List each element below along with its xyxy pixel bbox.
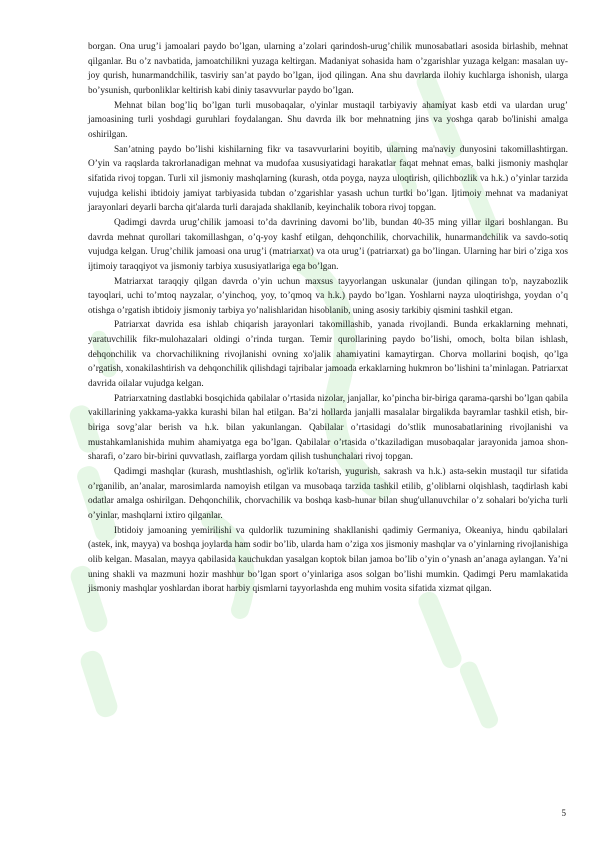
page-number: 5 [561, 808, 566, 818]
paragraph: borgan. Ona urug’i jamoalari paydo bo’lgan, ularning a’zolari qarindosh-urug’chilik munosabatlari asosida birlashib, mehnat qilganlar. Bu o’z navbatida, jamoatchilikni yuzaga keltirgan. Madaniyat sohasida ham o’zgarishlar yuzaga kelgan: masalan uy-joy qurish, hunarmandchilik, tasviriy san’at paydo bo’lgan, ijod qilingan. Ana shu davrlarda ilohiy kuchlarga ishonish, ularga bo’ysunish, qurbonliklar keltirish kabi diniy tasavvurlar paydo bo’lgan. [88, 42, 568, 96]
body-text [88, 40, 568, 597]
paragraph: San’atning paydo bo’lishi kishilarning fikr va tasavvurlarini boyitib, ularning ma'naviy dunyosini takomillashtirgan. O’yin va raqslarda takrorlanadigan mehnat va mudofaa xususiyatidagi harakatlar faqat mehnat emas, balki jismoniy mashqlar sifatida rivoj topgan. Turli xil jismoniy mashqlarning (kurash, otda poyga, nayza uloqtirish, qilichbozlik va h.k.) o’yinlar tarzida vujudga kelishi ibtidoiy jamiyat tarbiyasida tubdan o’zgarishlar yasash uchun turtki bo’lgan. Ijtimoiy mehnat va madaniyat jarayonlari deyarli barcha qit'alarda turli darajada shakllanib, keyinchalik tobora rivoj topgan. [88, 144, 568, 214]
paragraph: Ibtidoiy jamoaning yemirilishi va quldorlik tuzumining shakllanishi qadimiy Germaniya, Okeaniya, hindu qabilalari (astek, ink, mayya) va boshqa joylarda ham sodir bo’lib, ularda ham o’ziga xos jismoniy mashqlar va o’yinlarning rivojlanishiga olib kelgan. Masalan, mayya qabilasida kauchukdan yasalgan koptok bilan jamoa bo’lib o’yin o’ynash an’anaga aylangan. Ya’ni uning shakli va mazmuni hozir mashhur bo’lgan sport o’yinlariga asos solgan bo’lishi mumkin. Qadimgi Peru mamlakatida jismoniy mashqlar yoshlardan iborat harbiy qismlarni tayyorlashda eng muhim vosita sifatida xizmat qilgan. [88, 525, 568, 595]
paragraph: Qadimgi davrda urug’chilik jamoasi to’da davrining davomi bo’lib, bundan 40-35 ming yillar ilgari boshlangan. Bu davrda mehnat qurollari takomillashgan, o’q-yoy kashf etilgan, dehqonchilik, chorvachilik, hunarmandchilik va savdo-sotiq vujudga kelgan. Urug’chilik jamoasi ona urug’i (matriarxat) va ota urug’i (patriarxat) ga bo’lingan. Ularning har biri o’ziga xos ijtimoiy taraqqiyot va jismoniy tarbiya xususiyatlariga ega bo’lgan. [88, 217, 568, 272]
paragraph: Matriarxat taraqqiy qilgan davrda o’yin uchun maxsus tayyorlangan uskunalar (jundan qilingan to'p, nayzabozlik tayoqlari, uchi to’mtoq nayzalar, o’yinchoq, yoy, to’qmoq va h.k.) paydo bo’lgan. Yoshlarni nayza uloqtirishga, yoydan o’q otishga o’rgatish ibtidoiy jismoniy tarbiya yo’nalishlaridan hisoblanib, uning asosiy tarkibiy qismini tashkil etgan. [88, 276, 568, 316]
paragraph: Mehnat bilan bog’liq bo’lgan turli musobaqalar, o'yinlar mustaqil tarbiyaviy ahamiyat kasb etdi va ulardan urug’ jamoasining turli yoshdagi guruhlari foydalangan. Shu davrda ilk bor mehnatning jins va yoshga qarab bo'linishi amalga oshirilgan. [88, 100, 568, 140]
paragraph: Qadimgi mashqlar (kurash, mushtlashish, og'irlik ko'tarish, yugurish, sakrash va h.k.) asta-sekin mustaqil tur sifatida o’rganilib, an’analar, marosimlarda namoyish etilgan va musobaqa tarzida tashkil etilib, g’oliblarni olqishlash, taqdirlash kabi odatlar amalga oshirilgan. Dehqonchilik, chorvachilik va boshqa kasb-hunar bilan shug'ullanuvchilar o’z sohalari bo'yicha turli o’yinlar, mashqlarni ixtiro qilganlar. [88, 467, 568, 521]
paragraph: Patriarxat davrida esa ishlab chiqarish jarayonlari takomillashib, yanada rivojlandi. Bunda erkaklarning mehnati, yaratuvchilik fikr-mulohazalari oldingi o’rinda turgan. Temir qurollarining paydo bo’lishi, omoch, bolta bilan ishlash, dehqonchilik va chorvachilikning rivojlanishi ovning xo'jalik ahamiyatini kamaytirgan. Chorva mollarini boqish, qo’lga o’rgatish, xonakilashtirish va dehqonchilik qilishdagi tajribalar jamoada erkaklarning hukmron bo’lishini ta’minlagan. Patriarxat davrida oilalar vujudga kelgan. [88, 320, 568, 390]
paragraph: Patriarxatning dastlabki bosqichida qabilalar o’rtasida nizolar, janjallar, ko’pincha bir-biriga qarama-qarshi bo’lgan qabila vakillarining yakkama-yakka kurashi bilan hal etilgan. Ba’zi hollarda janjalli masalalar birgalikda bayramlar tashkil etish, bir-biriga sovg’alar berish va h.k. bilan yakunlangan. Qabilalar o’rtasidagi do’stlik munosabatlarining rivojlanishi va mustahkamlanishida muhim ahamiyatga ega bo’lgan. Qabilalar o’rtasida o’tkaziladigan musobaqalar jarayonida jamoa shon-sharafi, o’zaro bir-birini quvvatlash, zaiflarga yordam qilish tushunchalari rivoj topgan. [88, 393, 568, 463]
